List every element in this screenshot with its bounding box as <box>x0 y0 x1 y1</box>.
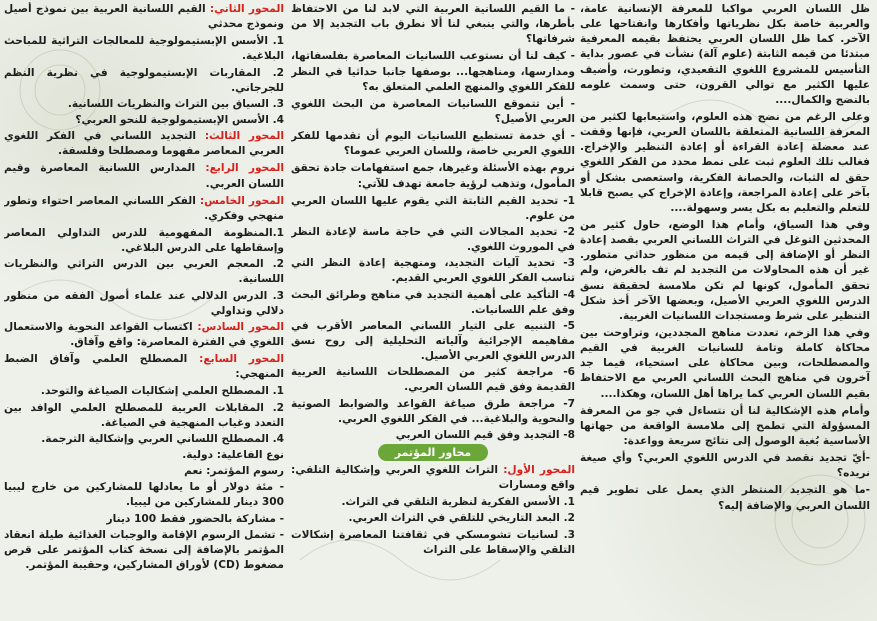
goal-item: 8- التجديد وفق قيم اللسان العربي <box>395 428 575 441</box>
axis-2-text: القيم اللسانية العربية بين نموذج أصيل ونموذج محدثي <box>4 3 284 31</box>
goal-item: 7- مراجعة طرق صياغة القواعد والضوابط الصوتية والنحوية والبلاغية... في الفكر اللغوي العربي. <box>291 397 575 425</box>
axis-6-title: المحور السادس: <box>197 320 284 333</box>
column-right <box>580 2 874 619</box>
axis-1-item: 2. البعد التاريخي للتلقي في التراث العربي. <box>348 512 575 525</box>
goals-list <box>291 194 575 443</box>
axis-2-item: 3. السياق بين التراث والنظريات اللسانية. <box>67 97 284 110</box>
axis-7-item: 4. المصطلح اللساني العربي وإشكالية الترجمة. <box>41 432 284 445</box>
axis-7-item: 1. المصطلح العلمي إشكاليات الصياغة والتوحد. <box>40 385 284 398</box>
question-6: - أي خدمة تستطيع اللسانيات اليوم أن تقدمها للفكر اللغوي العربي خاصة، وللسان العربي عموما؟ <box>291 130 575 158</box>
goal-item: 2- تحديد المجالات التي في حاجة ماسة لإعادة النظر في الموروث اللغوي. <box>291 225 575 254</box>
axis-2-item: 1. الأسس الإبستيمولوجية للمعالجات التراثية للمباحث البلاغية. <box>4 35 284 63</box>
conference-axes-badge: محاور المؤتمر <box>378 444 488 461</box>
axis-5 <box>4 194 284 224</box>
axis-3-text: التجديد اللساني في الفكر اللغوي العربي المعاصر مفهوما ومصطلحا وفلسفة. <box>4 130 284 158</box>
intro-paragraph-5: وأمام هذه الإشكالية لنا أن نتساءل في جو من المعرفة المسؤولة التي تطمح إلى ملامسة الواقعة من جهاتها الأساسية بُغية الوصول إلى نتائج سريعة وواعدة: <box>580 404 870 447</box>
axis-1-item: 1. الأسس الفكرية لنظرية التلقي في التراث. <box>341 496 575 509</box>
axis-6-text: اكتساب القواعد النحوية والاستعمال اللغوي في الفترة المعاصرة: واقع وآفاق. <box>4 320 284 348</box>
question-4: - كيف لنا أن نستوعب اللسانيات المعاصرة بفلسفاتها، ومدارسها، ومناهجها... بوصفها جانبا حداثيا في النظر للفكر اللغوي والمنهج العلمي المتعلق به؟ <box>291 50 575 93</box>
goal-item: 1- تحديد القيم الثابتة التي يقوم عليها اللسان العربي من علوم. <box>291 194 575 222</box>
intro-paragraph-2: وعلى الرغم من نضج هذه العلوم، واستيعابها لكثير من المعرفة اللسانية المتعلقة باللسان العربي، فإنها وقفت عند معضلة إعادة القراءة أو إعادة التنظير والإخراج. فغالب تلك العلوم ثبت على نمط محدد من الفكر اللغوي حقق له الثبات، والحصانة الفكرية، واستعصى بشكل أو بآخر على إعادة المراجعة، وإعادة الإخراج كي يصبح قابلا للتعلم والتعليم به بكل يسر وسهولة.... <box>580 110 870 214</box>
axis-5-item: 2. المعجم العربي بين الدرس التراثي والنظريات اللسانية. <box>4 258 284 286</box>
axis-5-item: 1.المنظومة المفهومية للدرس التداولي المعاصر وإسقاطها على الدرس البلاغي. <box>4 226 284 255</box>
axis-5-title: المحور الخامس: <box>199 194 284 207</box>
axis-5-item: 3. الدرس الدلالي عند علماء أصول الفقه من منظور دلالي وتداولي <box>4 289 284 317</box>
axis-2-item: 4. الأسس الإبستيمولوجية للنحو العربي؟ <box>75 113 284 126</box>
question-3: - ما القيم اللسانية العربية التي لابد لنا من الاحتفاظ بأطرها، والتي ينبغي لنا ألا نطرق باب التجديد إلا من شرفاتها؟ <box>291 3 575 46</box>
intro-paragraph-3: وفي هذا السياق، وأمام هذا الوضع، حاول كثير من المحدثين التوغل في التراث اللساني العربي بقصد إعادة النظر أو الإضافة إلى قيمه من منظور حداثي متطور. غير أن هذه المحاولات من التجديد لم تف بالغرض، ولم تحقق المأمول، كونها لم تكن ملامسة لحقيقة نسق الدرس اللغوي العربي الأصيل، وبعضها الآخر أخذ شكل التنظير على شرط ومستجدات اللسانيات الغربية. <box>580 218 870 322</box>
intro-paragraph-1: ظل اللسان العربي مواكبا للمعرفة الإنسانية عامة، والعربية خاصة بكل نظرياتها وأفكارها وانفتاحها على الآخر. كما ظل اللسان العربي يحتفظ بقيمه المعرفية مبتدئا من قيمه الثابتة (علوم آلة) نشأت في عصور بداية التأسيس للمشروع اللغوي التقعيدي، وتطورت، وأضيف عليها الكثير مع توالي القرون، حتى وسمت علومه بالنضج والكمال.... <box>580 3 870 106</box>
axis-7 <box>4 352 284 382</box>
goal-item: 4- التأكيد على أهمية التجديد في مناهج وطرائق البحث وفق علم اللسانيات. <box>291 288 575 316</box>
axis-1-text: التراث اللغوي العربي وإشكالية التلقي: واقع ومسارات <box>291 463 575 492</box>
question-1: -أيّ تجديد نقصد في الدرس اللغوي العربي؟ وأي صيغة نريده؟ <box>580 452 870 480</box>
axis-6 <box>4 320 284 350</box>
column-left <box>4 2 284 619</box>
axis-3 <box>4 129 284 159</box>
fee-item: - مشاركة بالحضور فقط 100 دينار <box>106 512 284 525</box>
axis-4 <box>4 161 284 191</box>
axis-5-text: الفكر اللساني المعاصر احتواء وتطور منهجي وفكري. <box>4 194 284 222</box>
intro-paragraph-4: وفي هذا الزخم، تعددت مناهج المجددين، وتراوحت بين محاكاة كاملة وتامة للسانيات الغربية في القيم والمصطلحات، وبين محاكاة على استحياء، فيما جد آخرون في مناهج البحث اللساني العربي مع الاحتفاظ بقيم اللسان العربي كما يراها أهل اللسان، وهكذا.... <box>580 326 870 400</box>
goal-item: 6- مراجعة كثير من المصطلحات اللسانية العربية القديمة وفق قيم اللسان العربي. <box>291 366 575 394</box>
axis-3-title: المحور الثالث: <box>204 130 284 143</box>
axis-1-title: المحور الأول: <box>503 463 575 476</box>
fees-label: رسوم المؤتمر: نعم <box>184 465 284 478</box>
event-type: نوع الفاعلية: دولية. <box>182 448 284 461</box>
axis-2-title: المحور الثاني: <box>209 3 284 15</box>
goal-item: 5- التنبيه على التيار اللساني المعاصر الأقرب في مفاهيمه الإجرائية وآلياته التحليلية إلى روح نسق الدرس اللغوي العربي الأصيل. <box>291 319 575 363</box>
axis-4-title: المحور الرابع: <box>205 162 284 175</box>
axis-1-item: 3. لسانيات تشومسكي في ثقافتنا المعاصرة إشكالات التلقي والإسقاط على التراث <box>291 528 575 556</box>
axis-7-text: المصطلح العلمي وآفاق الضبط المنهجي: <box>4 353 284 381</box>
axis-7-title: المحور السابع: <box>199 353 284 366</box>
question-2: -ما هو التجديد المنتظر الذي يعمل على تطوير قيم اللسان العربي والإضافة إليه؟ <box>580 484 870 512</box>
fee-item: - تشمل الرسوم الإقامة والوجبات الغذائية طيلة انعقاد المؤتمر بالإضافة إلى نسخة كتاب المؤتمر على قرص مضغوط (CD) لأوراق المشاركين، وحقيبة المؤتمر. <box>4 528 284 571</box>
goal-item: 3- تحديد آليات التجديد، ومنهجية إعادة النظر التي تناسب الفكر اللغوي العربي القديم. <box>291 257 575 285</box>
axis-2 <box>4 2 284 32</box>
axis-7-item: 2. المقابلات العربية للمصطلح العلمي الوافد بين التعدد وغياب المنهجية في الصياغة. <box>4 401 284 429</box>
fee-item: - مئة دولار أو ما يعادلها للمشاركين من خارج ليبيا 300 دينار للمشاركين من ليبيا. <box>4 481 284 509</box>
question-5: - أين تتموقع اللسانيات المعاصرة من البحث اللغوي العربي الأصيل؟ <box>291 97 575 125</box>
goals-intro: نروم بهذه الأسئلة وغيرها، جمع استفهامات جادة تحقق المأمول، وتذهب لرؤية جامعة تهدف للآتي: <box>291 162 575 190</box>
axis-4-text: المدارس اللسانية المعاصرة وقيم اللسان العربي. <box>4 162 284 190</box>
column-middle <box>291 2 575 619</box>
axis-1 <box>291 463 575 493</box>
axis-2-item: 2. المقاربات الإبستيمولوجية في نظرية النظم للجرجاني. <box>4 66 284 94</box>
